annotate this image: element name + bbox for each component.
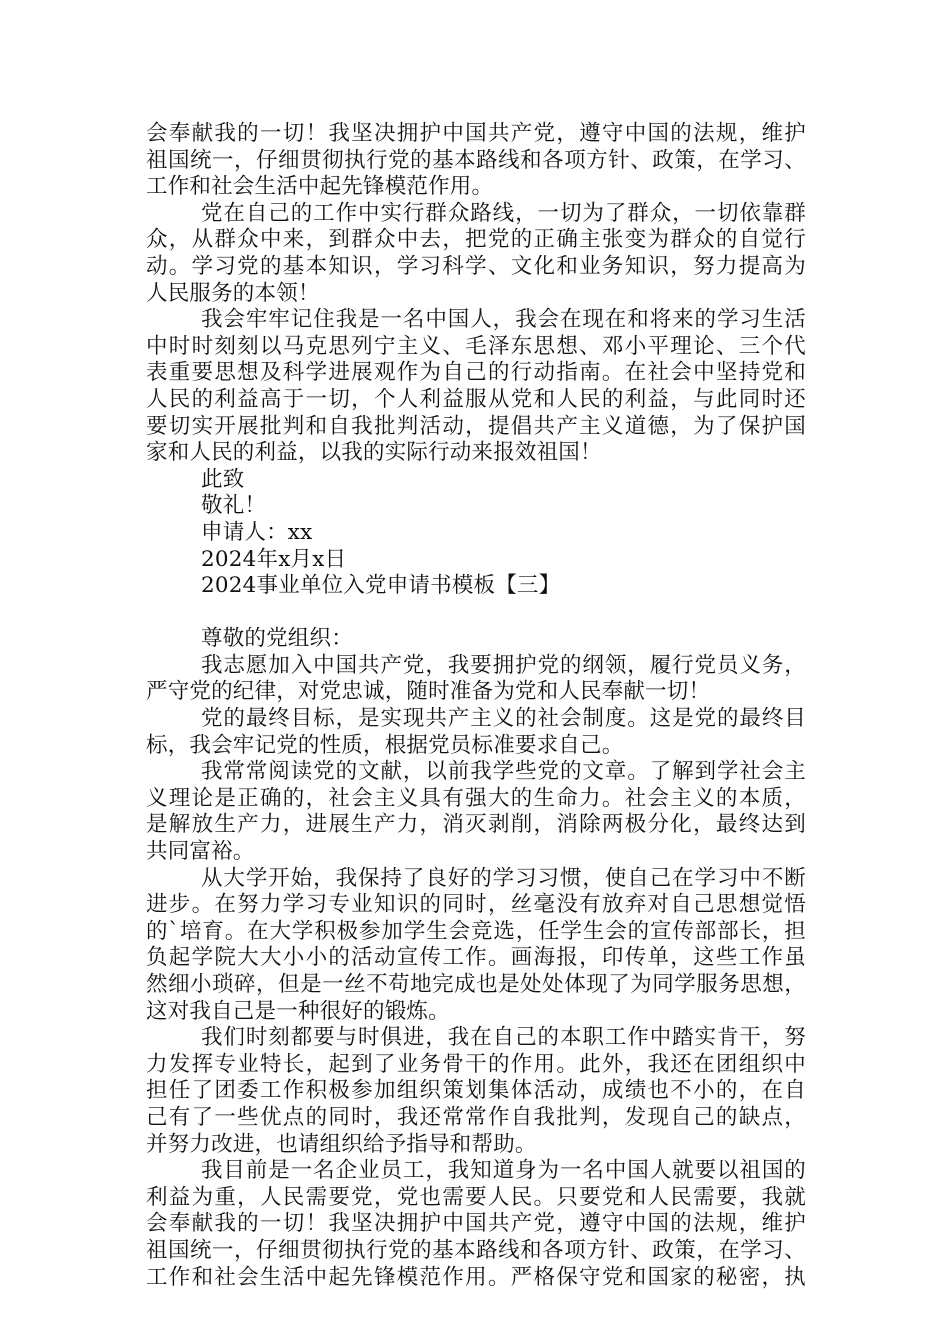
text-line: 力发挥专业特长，起到了业务骨干的作用。此外，我还在团组织中	[146, 1051, 806, 1077]
text-line: 负起学院大大小小的活动宣传工作。画海报，印传单，这些工作虽	[146, 945, 806, 971]
text-line: 并努力改进，也请组织给予指导和帮助。	[146, 1131, 537, 1157]
text-line: 动。学习党的基本知识，学习科学、文化和业务知识，努力提高为	[146, 253, 806, 279]
text-line: 会奉献我的一切！我坚决拥护中国共产党，遵守中国的法规，维护	[146, 1211, 806, 1237]
paragraph-first-line: 党在自己的工作中实行群众路线，一切为了群众，一切依靠群	[201, 200, 806, 226]
text-line: 人民服务的本领！	[146, 280, 320, 306]
paragraph-first-line: 党的最终目标，是实现共产主义的社会制度。这是党的最终目	[201, 706, 806, 732]
text-line: 严守党的纪律，对党忠诚，随时准备为党和人民奉献一切！	[146, 679, 711, 705]
text-line: 进步。在努力学习专业知识的同时，丝毫没有放弃对自己思想觉悟	[146, 892, 806, 918]
text-line: 标，我会牢记党的性质，根据党员标准要求自己。	[146, 732, 624, 758]
text-line: 祖国统一，仔细贯彻执行党的基本路线和各项方针、政策，在学习、	[146, 147, 806, 173]
text-line: 工作和社会生活中起先锋模范作用。	[146, 174, 494, 200]
text-line: 会奉献我的一切！我坚决拥护中国共产党，遵守中国的法规，维护	[146, 121, 806, 146]
text-line: 工作和社会生活中起先锋模范作用。严格保守党和国家的秘密，执	[146, 1264, 806, 1290]
text-line: 祖国统一，仔细贯彻执行党的基本路线和各项方针、政策，在学习、	[146, 1237, 806, 1263]
text-line: 表重要思想及科学进展观作为自己的行动指南。在社会中坚持党和	[146, 360, 806, 386]
text-line: 要切实开展批判和自我批判活动，提倡共产主义道德，为了保护国	[146, 413, 806, 439]
text-line: 这对我自己是一种很好的锻炼。	[146, 998, 450, 1024]
text-line: 义理论是正确的，社会主义具有强大的生命力。社会主义的本质，	[146, 785, 806, 811]
text-line: 共同富裕。	[146, 839, 255, 865]
greeting: 尊敬的党组织：	[201, 626, 353, 652]
text-line: 家和人民的利益，以我的实际行动来报效祖国！	[146, 440, 602, 466]
text-line: 己有了一些优点的同时，我还常常作自我批判，发现自己的缺点，	[146, 1104, 806, 1130]
text-line: 中时时刻刻以马克思列宁主义、毛泽东思想、邓小平理论、三个代	[146, 333, 806, 359]
text-line: 众，从群众中来，到群众中去，把党的正确主张变为群众的自觉行	[146, 227, 806, 253]
closing-regards: 敬礼！	[201, 493, 267, 519]
paragraph-first-line: 从大学开始，我保持了良好的学习习惯，使自己在学习中不断	[201, 865, 806, 891]
text-line: 人民的利益高于一切，个人利益服从党和人民的利益，与此同时还	[146, 386, 806, 412]
text-line: 的`培育。在大学积极参加学生会竞选，任学生会的宣传部部长，担	[146, 918, 806, 944]
section-title: 2024事业单位入党申请书模板【三】	[201, 573, 561, 599]
date-line: 2024年x月x日	[201, 546, 347, 572]
closing-salutation: 此致	[201, 466, 245, 492]
paragraph-first-line: 我们时刻都要与时俱进，我在自己的本职工作中踏实肯干，努	[201, 1025, 806, 1051]
text-line: 利益为重，人民需要党，党也需要人民。只要党和人民需要，我就	[146, 1184, 806, 1210]
text-line: 是解放生产力，进展生产力，消灭剥削，消除两极分化，最终达到	[146, 812, 806, 838]
text-line: 担任了团委工作积极参加组织策划集体活动，成绩也不小的，在自	[146, 1078, 806, 1104]
paragraph-first-line: 我会牢牢记住我是一名中国人，我会在现在和将来的学习生活	[201, 307, 806, 333]
applicant-signature: 申请人：xx	[201, 519, 313, 545]
text-line: 然细小琐碎，但是一丝不苟地完成也是处处体现了为同学服务思想，	[146, 972, 806, 997]
document-body	[146, 121, 806, 1291]
paragraph-first-line: 我常常阅读党的文献，以前我学些党的文章。了解到学社会主	[201, 759, 806, 785]
blank-line	[146, 600, 806, 627]
paragraph-first-line: 我志愿加入中国共产党，我要拥护党的纲领，履行党员义务，	[201, 652, 806, 678]
paragraph-first-line: 我目前是一名企业员工，我知道身为一名中国人就要以祖国的	[201, 1158, 806, 1184]
